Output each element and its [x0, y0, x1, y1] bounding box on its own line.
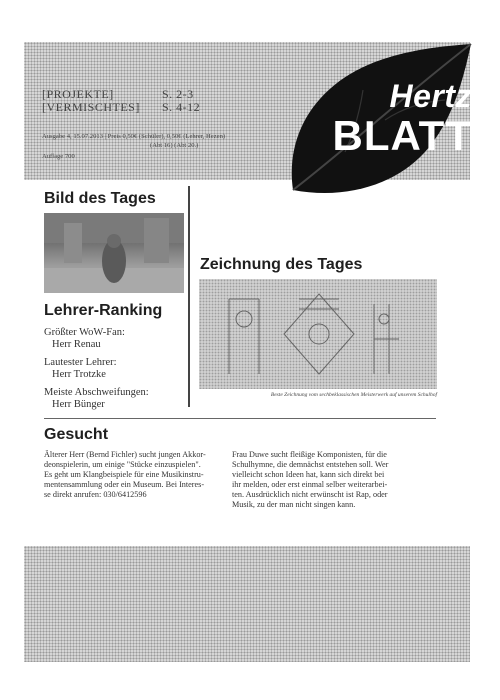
drawing-caption: Beste Zeichnung vom sechbeklassischen Meisterwerk auf unserem Schulhof [270, 392, 437, 398]
footer-background [24, 546, 470, 662]
ad-text-line: Frau Duwe sucht fleißige Komponisten, für die [232, 450, 387, 459]
print-run: Auflage 700 [42, 153, 75, 160]
section-heading-ranking: Lehrer-Ranking [44, 302, 163, 319]
ranking-teacher: Herr Renau [52, 339, 101, 350]
toc-label: [VERMISCHTES] [42, 100, 140, 114]
ad-text-line: vielleicht schon Ideen hat, kann sich direkt bei [232, 470, 385, 479]
section-heading-bild: Bild des Tages [44, 190, 156, 207]
issue-info: Ausgabe 4, 15.07.2013 | Preis 0,50€ (Schüler), 0,50€ (Lehrer, Hezen) [42, 133, 226, 140]
toc-pages: S. 2-3 [162, 87, 194, 101]
ad-text-line: ten. Ausdrücklich nicht erwünscht ist Rap, oder [232, 490, 388, 499]
ranking-teacher: Herr Trotzke [52, 369, 106, 380]
ad-text-line: ihr melden, oder erst einmal selber weiterarbei- [232, 480, 388, 489]
masthead-title-hertz: Hertz [389, 78, 472, 114]
section-divider [44, 418, 436, 419]
section-heading-gesucht: Gesucht [44, 426, 109, 443]
toc-pages: S. 4-12 [162, 100, 201, 114]
ranking-teacher: Herr Bünger [52, 399, 105, 410]
ranking-category: Lautester Lehrer: [44, 357, 117, 368]
issue-info-sub: (Abt 16) (Abt 20.) [150, 142, 199, 149]
section-heading-zeichnung: Zeichnung des Tages [200, 256, 363, 273]
masthead-title-blatt: BLATT [332, 112, 472, 159]
ad-text-line: Es geht um Klangbeispiele für eine Musikinstru- [44, 470, 204, 479]
toc-label: [PROJEKTE] [42, 87, 114, 101]
ad-text-line: se direkt anrufen: 030/6412596 [44, 490, 147, 499]
ad-text-line: deonspielerin, um einige "Stücke einzuspielen". [44, 460, 201, 469]
ad-text-line: mentensammlung oder ein Museum. Bei Interes- [44, 480, 205, 489]
column-divider [188, 186, 190, 407]
ad-text-line: Älterer Herr (Bernd Fichler) sucht jungen Akkor- [44, 450, 206, 459]
ranking-category: Größter WoW-Fan: [44, 327, 125, 338]
ad-text-line: Schulhymne, die demnächst entstehen soll. Wer [232, 460, 389, 469]
ad-text-line: Musik, zu der man nicht singen kann. [232, 500, 356, 509]
ranking-category: Meiste Abschweifungen: [44, 387, 149, 398]
toc-entry [42, 100, 201, 115]
picture-of-the-day [44, 213, 184, 293]
drawing-of-the-day [199, 279, 437, 389]
